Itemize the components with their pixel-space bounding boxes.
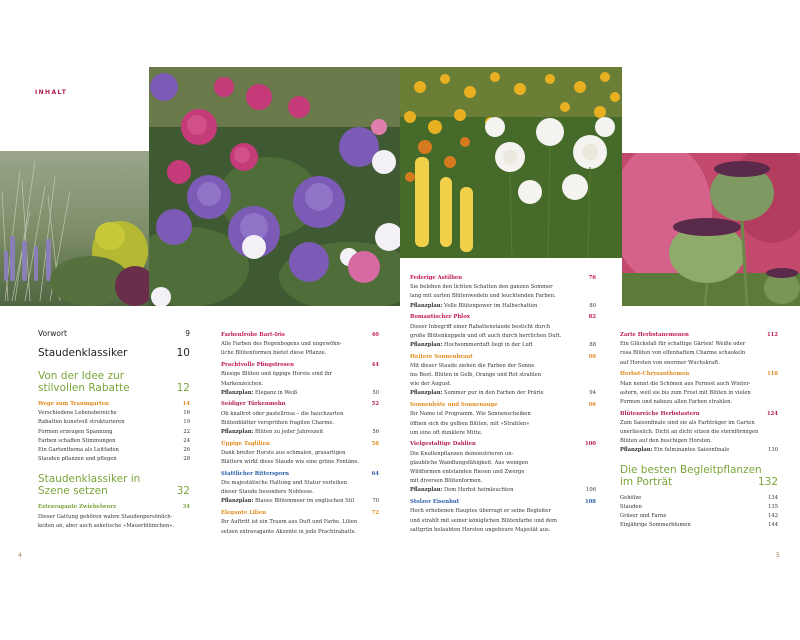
toc-entry[interactable]: Gehölze 134	[620, 494, 778, 501]
toc-block[interactable]	[221, 509, 379, 537]
toc-column-2	[221, 331, 379, 539]
toc-entry-extra-desc-2: keiten an, aber auch asketische »Mauerblümchen«.	[38, 522, 175, 529]
toc-entry[interactable]: Stauden 135	[620, 503, 778, 510]
toc-block-desc: wie der August.	[410, 381, 452, 388]
toc-block-desc: Wildformen entstanden Riesen und Zwerge	[410, 469, 525, 476]
toc-block-desc: und strahlt mit seiner königlichen Blütenfarbe und dem	[410, 517, 557, 524]
toc-block[interactable]	[221, 361, 379, 398]
toc-block-title[interactable]: Herbst-Chrysanthemen 118	[620, 371, 778, 378]
toc-block-desc: glaubliche Wandlungsfähigkeit. Aus wenigen	[410, 459, 529, 466]
page-number-right: 5	[776, 552, 780, 559]
toc-block[interactable]	[410, 498, 596, 535]
toc-entry[interactable]: Verschiedene Lebensbereiche 16	[38, 410, 190, 417]
toc-block-desc: liche Blütenformen bietet diese Pflanze.	[221, 350, 327, 357]
toc-plan-entry[interactable]: Pflanzplan: Dem Herbst heimleuchten 106	[410, 487, 596, 494]
toc-column-3	[410, 274, 596, 537]
toc-block-desc: mit diversen Blütenformen.	[410, 478, 483, 485]
toc-entry[interactable]: Rabatten kunstvoll strukturieren 19	[38, 419, 190, 426]
toc-block-desc: Dieser Inbegriff einer Rabattenstaude besticht durch	[410, 323, 551, 330]
toc-block-desc: Die majestätische Haltung und Statur verleihen	[221, 480, 348, 487]
toc-block-desc: Dank breiter Horste aus schmalen, grasartigen	[221, 449, 346, 456]
photo-yellow-dahlias	[400, 67, 622, 258]
toc-block[interactable]	[410, 440, 596, 495]
toc-block-desc: rosa Blüten von elfenhaftem Charme schaukeln	[620, 350, 746, 357]
toc-block-desc: Ihr Name ist Programm. Wie Sonnenscheiben	[410, 411, 531, 418]
toc-block-desc: Markenzeichen.	[221, 380, 264, 387]
toc-entry-staudenklassiker[interactable]: Staudenklassiker 10	[38, 347, 190, 359]
toc-plan-entry[interactable]: Pflanzplan: Volle Blütenpower im Halbschatten 80	[410, 302, 596, 309]
toc-block-title[interactable]: Federige Astilben 76	[410, 275, 596, 281]
toc-block-desc: Ob knallrot oder pastellrosa – die hauchzarten	[221, 410, 344, 417]
toc-block-desc: astern, weil sie bis zum Frost mit Blüten in vielen	[620, 389, 751, 396]
toc-entry[interactable]: Gräser und Farne 142	[620, 513, 778, 520]
toc-block[interactable]	[221, 470, 379, 507]
toc-block-title[interactable]: Farbenfrohe Bart-Iris 40	[221, 332, 379, 338]
toc-block[interactable]	[221, 400, 379, 437]
toc-block-desc: dieser Staude besondere Noblesse.	[221, 489, 314, 496]
toc-entry[interactable]: Einjährige Sommerblumen 144	[620, 522, 778, 529]
toc-block[interactable]	[410, 274, 596, 311]
toc-plan-entry[interactable]: Pflanzplan: Blüten zu jeder Jahreszeit 56	[221, 429, 379, 436]
toc-block[interactable]	[221, 440, 379, 468]
toc-block[interactable]	[410, 401, 596, 438]
toc-block-desc: sattgrün belaubten Horsten ungeheure Majestät aus.	[410, 526, 551, 533]
toc-block-title[interactable]: Blütenreiche Herbstastern 124	[620, 410, 778, 417]
toc-entry-vorwort[interactable]: Vorwort 9	[38, 329, 190, 338]
toc-block-desc: Ein Glücksfall für schattige Gärten! Weiße oder	[620, 341, 746, 348]
toc-column-1	[38, 329, 190, 531]
toc-block-desc: Blättern wirkt diese Staude wie eine grüne Fontäne.	[221, 459, 360, 466]
toc-block-title[interactable]: Prachtvolle Pfingstrosen 44	[221, 362, 379, 369]
toc-block-desc: Die Knollenpflanzen demonstrieren un-	[410, 450, 514, 457]
toc-block-title[interactable]: Heitere Sonnenbraut 90	[410, 353, 596, 360]
toc-block-desc: Sie beleben den lichten Schatten den ganzen Sommer	[410, 284, 553, 291]
toc-plan-entry[interactable]: Pflanzplan: Eleganz in Weiß 50	[221, 389, 379, 396]
toc-block-title[interactable]: Üppige Taglilien 58	[221, 440, 379, 447]
toc-section-begleitpflanzen[interactable]: Die besten Begleitpflanzen im Porträt 132	[620, 463, 778, 488]
toc-block-title[interactable]: Stolzer Eisenhut 108	[410, 499, 596, 506]
toc-block-desc: um eine oft dunklere Mitte.	[410, 429, 483, 436]
toc-block-desc: Man nennt die Schönen aus Fernost auch Winter-	[620, 380, 751, 387]
toc-block-title[interactable]: Vielgestaltige Dahlien 100	[410, 441, 596, 448]
toc-plan-entry[interactable]: Pflanzplan: Blaues Blütenmeer im englischen Stil 70	[221, 498, 379, 505]
toc-block-desc: unerlässlich. Dicht an dicht sitzen die sternförmigen	[620, 429, 759, 436]
toc-block-title[interactable]: Zarte Herbstanemonen 112	[620, 332, 778, 338]
toc-block-desc: auf Horsten von enormer Wuchskraft.	[620, 359, 720, 366]
toc-block-desc: Hoch erhobenen Hauptes überragt er seine Begleiter	[410, 508, 551, 515]
photo-grasses	[0, 151, 149, 306]
toc-column-4	[620, 331, 778, 530]
toc-entry[interactable]: Formen erzeugen Spannung 22	[38, 428, 190, 435]
toc-plan-entry[interactable]: Pflanzplan: Sommer pur in den Farben der Prärie 94	[410, 390, 596, 397]
toc-block[interactable]	[620, 370, 778, 407]
toc-block-desc: Zum Saisonfinale sind sie als Farbträger im Garten	[620, 419, 755, 426]
toc-plan-entry[interactable]: Pflanzplan: Hochsommerduft liegt in der Luft 88	[410, 341, 596, 348]
toc-block-desc: setzen extravagante Akzente in jede Prachtrabatte.	[221, 528, 357, 535]
toc-block-title[interactable]: Sonnenhüte und Sonnenauge 96	[410, 402, 596, 409]
section-label: INHALT	[35, 89, 68, 96]
toc-section-idee[interactable]: Von der Idee zur stilvollen Rabatte 12	[38, 370, 190, 394]
toc-block-title[interactable]: Elegante Lilien 72	[221, 510, 379, 517]
toc-block-desc: ins Beet. Blüten in Gelb, Orange und Rot strahlen	[410, 372, 542, 379]
toc-block[interactable]	[620, 410, 778, 456]
photo-peonies-alliums	[149, 67, 400, 306]
toc-block-desc: Alle Farben des Regenbogens und ungewöhn-	[221, 341, 342, 348]
toc-section-szene[interactable]: Staudenklassiker in Szene setzen 32	[38, 473, 190, 498]
toc-block-title[interactable]: Romantischer Phlox 82	[410, 314, 596, 321]
toc-block-desc: Formen und nahezu allen Farben strahlen.	[620, 398, 733, 405]
toc-block-desc: öffnen sich die gelben Blüten, mit »Strahlen«	[410, 420, 530, 427]
toc-block-desc: Riesige Blüten und üppige Horste sind ihr	[221, 371, 332, 378]
toc-entry-extra-desc-1: Dieser Gattung gehören wahre Staudenpersönlich-	[38, 513, 173, 520]
toc-entries-idee	[38, 400, 190, 464]
toc-block[interactable]	[221, 331, 379, 359]
toc-block[interactable]	[410, 353, 596, 399]
toc-entries-begleitpflanzen	[620, 494, 778, 531]
toc-block[interactable]	[620, 331, 778, 368]
toc-block-desc: Ihr Auftritt ist ein Traum aus Duft und Farbe. Lilien	[221, 519, 358, 526]
toc-entry[interactable]: Wege zum Traumgarten 14	[38, 401, 190, 407]
photo-poppy-seedheads	[622, 153, 800, 306]
toc-block-desc: lang mit zarten Blütenwedeln und leuchtenden Farben.	[410, 293, 556, 300]
toc-block-title[interactable]: Stattlicher Rittersporn 64	[221, 470, 379, 477]
toc-entry-extra[interactable]: Extravagante Zwiebelwurz 34	[38, 504, 190, 511]
toc-block-title[interactable]: Seidiger Türkenmohn 52	[221, 401, 379, 408]
toc-plan-entry[interactable]: Pflanzplan: Ein fulminantes Saisonfinale 130	[620, 447, 778, 454]
toc-entry[interactable]: Stauden pflanzen und pflegen 28	[38, 456, 190, 463]
toc-block[interactable]	[410, 313, 596, 350]
toc-block-desc: Mit dieser Staude ziehen die Farben der Sonne	[410, 362, 535, 369]
toc-block-desc: Blütenblätter versprühen fragilen Charme.	[221, 419, 335, 426]
toc-block-desc: Blüten auf den buschigen Horsten.	[620, 438, 712, 445]
toc-entry[interactable]: Farben schaffen Stimmungen 24	[38, 437, 190, 444]
toc-entry[interactable]: Ein Gartenthema als Leitfaden 26	[38, 447, 190, 454]
page-number-left: 4	[18, 552, 22, 559]
toc-block-desc: große Blütenkuppeln und oft auch durch herrlichen Duft.	[410, 332, 562, 339]
